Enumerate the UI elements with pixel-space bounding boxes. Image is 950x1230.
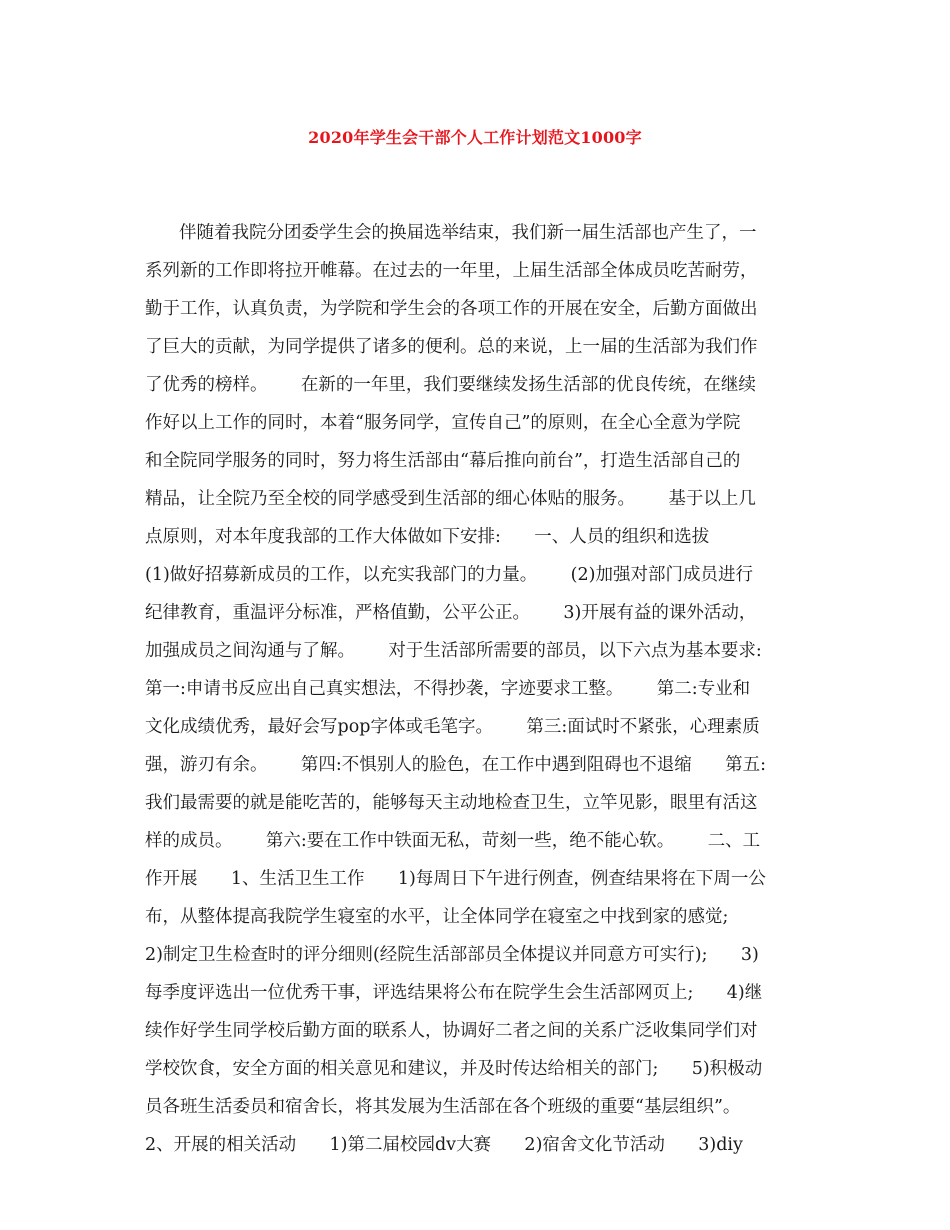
paragraph-line: 和全院同学服务的同时，努力将生活部由“幕后推向前台”，打造生活部自己的 <box>145 451 741 471</box>
paragraph-line: 第一:申请书反应出自己真实想法，不得抄袭，字迹要求工整。 第二:专业和 <box>145 679 751 699</box>
paragraph-line: 作开展 1、生活卫生工作 1)每周日下午进行例查，例查结果将在下周一公 <box>145 869 766 889</box>
document-title: 2020年学生会干部个人工作计划范文1000字 <box>308 128 642 147</box>
paragraph-line: 了优秀的榜样。 在新的一年里，我们要继续发扬生活部的优良传统，在继续 <box>145 375 756 395</box>
paragraph-line: 勤于工作，认真负责，为学院和学生会的各项工作的开展在安全，后勤方面做出 <box>145 299 758 319</box>
paragraph-line: 我们最需要的就是能吃苦的，能够每天主动地检查卫生，立竿见影，眼里有活这 <box>145 793 758 813</box>
paragraph-line: 学校饮食，安全方面的相关意见和建议，并及时传达给相关的部门; 5)积极动 <box>145 1059 763 1079</box>
document-body <box>145 214 810 1164</box>
paragraph-line: 伴随着我院分团委学生会的换届选举结束，我们新一届生活部也产生了，一 <box>179 223 757 243</box>
paragraph-line: 布，从整体提高我院学生寝室的水平，让全体同学在寝室之中找到家的感觉; <box>145 907 729 927</box>
paragraph-line: 续作好学生同学校后勤方面的联系人，协调好二者之间的关系广泛收集同学们对 <box>145 1021 758 1041</box>
paragraph-line: 每季度评选出一位优秀干事，评选结果将公布在院学生会生活部网页上; 4)继 <box>145 983 763 1003</box>
paragraph-line: 精品，让全院乃至全校的同学感受到生活部的细心体贴的服务。 基于以上几 <box>145 489 756 509</box>
paragraph-line: 员各班生活委员和宿舍长，将其发展为生活部在各个班级的重要“基层组织”。 <box>145 1097 741 1117</box>
paragraph-line: 样的成员。 第六:要在工作中铁面无私，苛刻一些，绝不能心软。 二、工 <box>145 831 761 851</box>
paragraph-line: 点原则，对本年度我部的工作大体做如下安排: 一、人员的组织和选拔 <box>145 527 710 547</box>
paragraph-line: 系列新的工作即将拉开帷幕。在过去的一年里，上届生活部全体成员吃苦耐劳， <box>145 261 758 281</box>
paragraph-line: 加强成员之间沟通与了解。 对于生活部所需要的部员，以下六点为基本要求: <box>145 641 762 661</box>
paragraph-line: 强，游刃有余。 第四:不惧别人的脸色，在工作中遇到阻碍也不退缩 第五: <box>145 755 767 775</box>
paragraph-line: (1)做好招募新成员的工作，以充实我部门的力量。 (2)加强对部门成员进行 <box>145 565 753 585</box>
paragraph-line: 作好以上工作的同时，本着“服务同学，宣传自己”的原则，在全心全意为学院 <box>145 413 741 433</box>
paragraph-line: 了巨大的贡献，为同学提供了诸多的便利。总的来说，上一届的生活部为我们作 <box>145 337 758 357</box>
paragraph-line: 文化成绩优秀，最好会写pop字体或毛笔字。 第三:面试时不紧张，心理素质 <box>145 717 760 737</box>
paragraph-line: 纪律教育，重温评分标准，严格值勤，公平公正。 3)开展有益的课外活动， <box>145 603 757 623</box>
paragraph-line: 2)制定卫生检查时的评分细则(经院生活部部员全体提议并同意方可实行); 3) <box>145 945 759 965</box>
paragraph-line: 2、开展的相关活动 1)第二届校园dv大赛 2)宿舍文化节活动 3)diy <box>145 1135 743 1155</box>
